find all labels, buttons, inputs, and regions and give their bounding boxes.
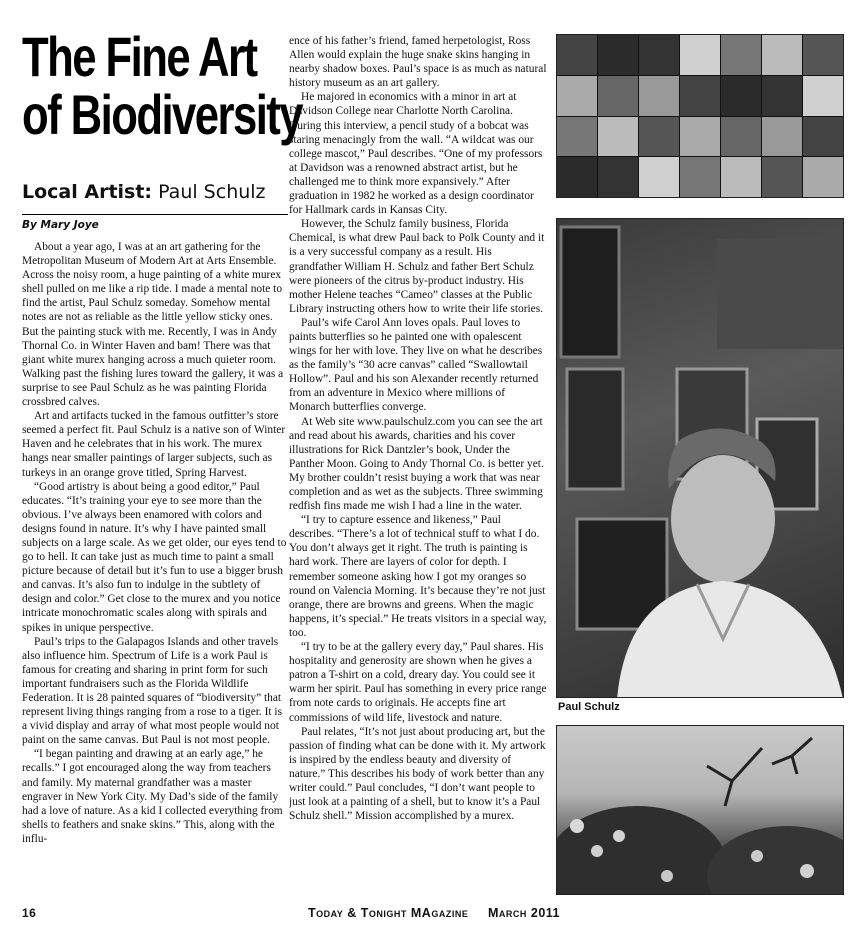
paragraph: “I began painting and drawing at an early age,” he recalls.” I got encouraged along the way from teachers and family. My maternal grandfather was a master engraver in New York City. My Dad’s side of the family had a love of nature. As a kid I collected everything from shells to feathers and snake skins.” This, along with the influ- bbox=[22, 748, 283, 845]
portrait-caption: Paul Schulz bbox=[558, 701, 620, 713]
paragraph: However, the Schulz family business, Florida Chemical, is what drew Paul back to Polk County and it is a very successful company as a result. His grandfather William H. Schulz and father Bert Schulz were pioneers of the citrus by-product industry. His mother Helene teaches “Cameo” classes at the Public Library instructing others how to write their life stories. bbox=[289, 218, 545, 315]
mosaic-tile bbox=[598, 157, 638, 197]
spectrum-of-life-mosaic-photo bbox=[556, 34, 844, 198]
article-column-1 bbox=[22, 240, 288, 900]
mosaic-tile bbox=[721, 76, 761, 116]
article-title-line-1: The Fine Art bbox=[22, 25, 257, 88]
paragraph: “I try to be at the gallery every day,” Paul shares. His hospitality and generosity are shown when he gives a patron a T-shirt on a cold, dreary day. You could see it warm her spirit. Paul has something in every price range from note cards to originals. He accepts fine art commissions of wild life, livestock and nature. bbox=[289, 641, 547, 724]
mosaic-tile bbox=[762, 157, 802, 197]
swallowtail-kites-photo bbox=[556, 725, 844, 895]
page-number: 16 bbox=[22, 906, 37, 920]
mosaic-tile bbox=[639, 35, 679, 75]
subtitle-lead: Local Artist: bbox=[22, 181, 153, 203]
mosaic-tile bbox=[598, 117, 638, 157]
mosaic-tile bbox=[557, 157, 597, 197]
mosaic-tile bbox=[680, 35, 720, 75]
paragraph: “I try to capture essence and likeness,” Paul describes. “There’s a lot of technical stuff to what I do. You don’t always get it right. The truth is painting is hard work. There are layers of color for depth. I remember someone asking how I got my oranges so round on Valencia Morning. It’s because they’re not just orange, there are browns and greens. When the magic happens, it’s special.” He treats visitors in a special way, too. bbox=[289, 514, 547, 639]
subtitle-artist-name: Paul Schulz bbox=[158, 181, 266, 203]
mosaic-tile bbox=[803, 157, 843, 197]
mosaic-tile bbox=[680, 157, 720, 197]
byline: By Mary Joye bbox=[22, 219, 99, 231]
mosaic-tile bbox=[639, 157, 679, 197]
article-title-line-2: of Biodiversity bbox=[22, 83, 302, 146]
mosaic-tile bbox=[557, 117, 597, 157]
paragraph: ence of his father’s friend, famed herpetologist, Ross Allen would explain the huge snake skins hanging in nearby shadow boxes. Paul’s space is as much as natural history museum as an art gallery. bbox=[289, 35, 547, 90]
mosaic-tile bbox=[721, 35, 761, 75]
mosaic-tile bbox=[803, 76, 843, 116]
paragraph: He majored in economics with a minor in art at Davidson College near Charlotte North Carolina. During this interview, a pencil study of a bobcat was staring menacingly from the wall. “A wildcat was our college mascot,” Paul describes. “One of my professors at Davidson was a renowned abstract artist, but he challenged me to think more expansively.” After graduation in 1982 he worked as a design coordinator for Hallmark cards in Kansas City. bbox=[289, 91, 543, 217]
mosaic-tile bbox=[721, 117, 761, 157]
artist-portrait-photo bbox=[556, 218, 844, 698]
byline-divider bbox=[22, 214, 288, 215]
mosaic-tile bbox=[639, 117, 679, 157]
mosaic-tile bbox=[557, 35, 597, 75]
article-title bbox=[22, 25, 302, 146]
mosaic-tile bbox=[762, 76, 802, 116]
mosaic-tile bbox=[762, 35, 802, 75]
mosaic-tile bbox=[721, 157, 761, 197]
mosaic-tile bbox=[598, 35, 638, 75]
mosaic-tile bbox=[557, 76, 597, 116]
paragraph: Paul relates, “It’s not just about producing art, but the passion of finding what can be done with it. My artwork is inspired by the endless beauty and diversity of nature.” This describes his body of work better than any writer could.” Paul concludes, “I don’t want people to just look at a painting of a shell, but to know it’s a Paul Schulz shell.” Mission accomplished by a murex. bbox=[289, 725, 546, 823]
paragraph: Paul’s wife Carol Ann loves opals. Paul loves to paints butterflies so he painted one with opalescent wings for her with love. They live on what he describes as the family’s “30 acre canvas” called “Swallowtail Hollow”. Paul and his son Alexander recently returned from an adventure in Mexico where millions of Monarch butterflies converge. bbox=[289, 316, 543, 414]
mosaic-tile bbox=[680, 117, 720, 157]
issue-date: March 2011 bbox=[488, 906, 561, 920]
paragraph: Paul’s trips to the Galapagos Islands and other travels also influence him. Spectrum of Life is a work Paul is famous for creating and sharing in print form for such important fundraisers such as the Florida Wildlife Federation. It is 28 painted squares of “biodiversity” that represent living things ranging from a rose to a tiger. It is a vivid display and array of what most people would not paint on the same canvas. But Paul is not most people. bbox=[22, 635, 283, 747]
kites-illustration bbox=[557, 726, 844, 895]
paragraph: Art and artifacts tucked in the famous outfitter’s store seemed a perfect fit. Paul Schulz is a native son of Winter Haven and he celebrates that in his work. The murex hangs near smaller paintings of larger subjects, such as turkeys in an orange grove titled, Spring Harvest. bbox=[22, 410, 286, 479]
mosaic-tile bbox=[639, 76, 679, 116]
mosaic-tile bbox=[803, 117, 843, 157]
mosaic-tile bbox=[803, 35, 843, 75]
portrait-illustration bbox=[557, 219, 844, 698]
paragraph: At Web site www.paulschulz.com you can see the art and read about his awards, charities and his cover illustrations for Rick Dantzler’s book, Under the Panther Moon. Going to Andy Thornal Co. is better yet. My brother couldn’t resist buying a work that was near completion and as wet as the subjects. Three swimming redfish fins made me wish I had a line in the water. bbox=[289, 415, 544, 513]
article-column-2 bbox=[289, 34, 547, 900]
mosaic-tile bbox=[762, 117, 802, 157]
mosaic-tile bbox=[680, 76, 720, 116]
paragraph: About a year ago, I was at an art gathering for the Metropolitan Museum of Modern Art at Arts Ensemble. Across the noisy room, a huge painting of a white murex shell pulled on me like a rip tide. I made a mental note to find the artist, Paul Schulz someday. Somehow mental notes are not as reliable as the little yellow sticky ones. But the painting stuck with me. Recently, I was in Andy Thornal Co. in Winter Haven and bam! There was that giant white murex hanging across a much quieter room. Walking past the fishing lures toward the gallery, it was a surprise to see Paul Schulz as he was painting Florida crossbred calves. bbox=[22, 241, 284, 409]
magazine-name: Today & Tonight MAgazine bbox=[308, 906, 469, 920]
article-subtitle bbox=[22, 180, 292, 204]
paragraph: “Good artistry is about being a good editor,” Paul educates. “It’s training your eye to see more than the obvious. I’ve always been enamored with colors and designs found in nature. It’s why I have painted small subjects on a large scale. As we get older, our eyes tend to go to hell. It can take just as much time to paint a small picture because of detail but it’s fun to use a bigger brush and canvas. It’s also fun to indulge in the subtlety of design and color.” Get close to the murex and you notice intricate monochromatic scales along with spirals and spikes in unique perspective. bbox=[22, 480, 287, 634]
mosaic-tile bbox=[598, 76, 638, 116]
